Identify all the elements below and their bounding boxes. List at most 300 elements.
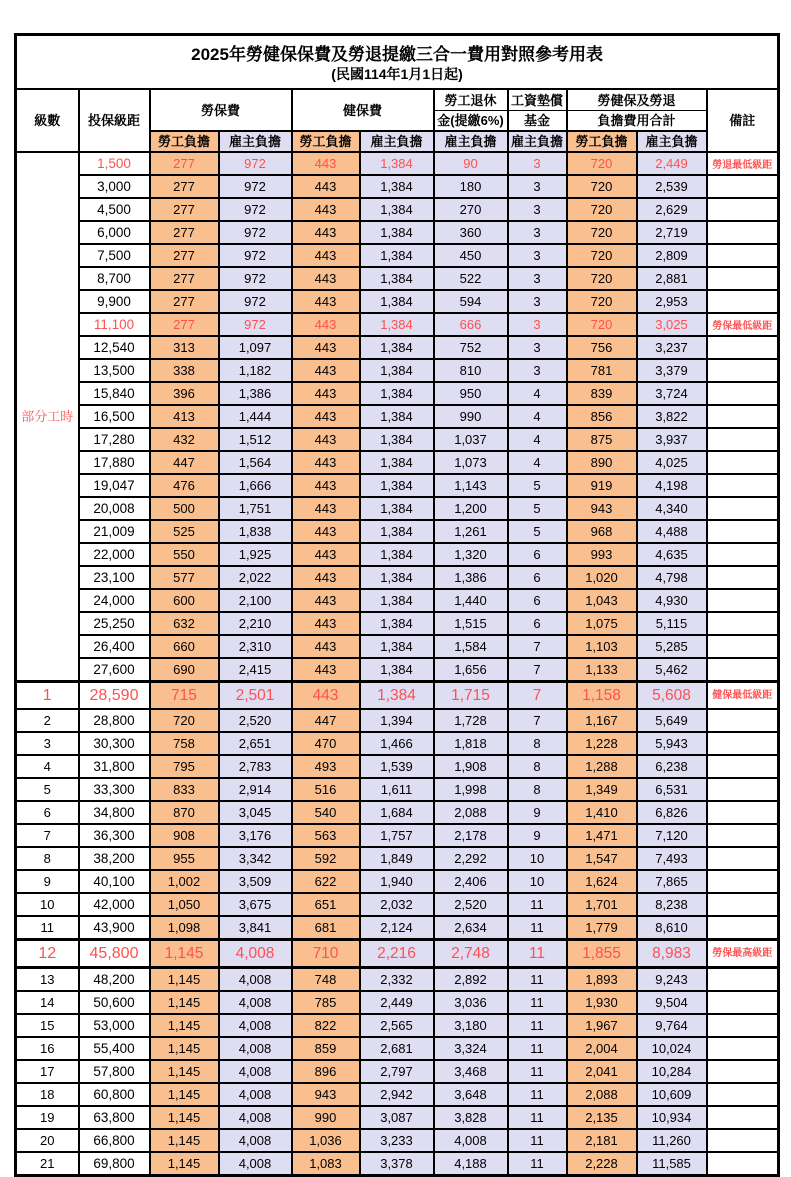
value-cell-health_employer: 1,384 [360,520,434,543]
value-cell-labor_employer: 4,008 [219,1106,292,1129]
value-cell-labor_employee: 577 [150,566,219,589]
value-cell-wage_fund_employer: 10 [508,847,567,870]
table-row [16,968,779,992]
bracket-cell: 17,280 [79,428,150,451]
table-row [16,940,779,968]
value-cell-labor_employee: 833 [150,778,219,801]
value-cell-labor_employee: 1,145 [150,991,219,1014]
remark-cell [707,755,779,778]
value-cell-health_employer: 1,384 [360,336,434,359]
value-cell-labor_employer: 1,512 [219,428,292,451]
value-cell-health_employer: 1,940 [360,870,434,893]
value-cell-health_employee: 443 [292,520,360,543]
value-cell-total_employer: 6,531 [637,778,707,801]
value-cell-total_employer: 3,724 [637,382,707,405]
header-total-line2: 負擔費用合計 [567,111,707,132]
table-row [16,451,779,474]
table-row [16,497,779,520]
value-cell-wage_fund_employer: 8 [508,778,567,801]
value-cell-labor_employee: 908 [150,824,219,847]
value-cell-health_employee: 443 [292,474,360,497]
value-cell-labor_employee: 715 [150,682,219,710]
value-cell-pension_employer: 3,648 [434,1083,508,1106]
bracket-cell: 27,600 [79,658,150,682]
value-cell-pension_employer: 1,320 [434,543,508,566]
value-cell-total_employer: 7,493 [637,847,707,870]
page-subtitle: (民國114年1月1日起) [331,66,463,83]
value-cell-total_employee: 720 [567,267,637,290]
value-cell-health_employer: 2,797 [360,1060,434,1083]
table-row [16,313,779,336]
value-cell-total_employer: 4,930 [637,589,707,612]
value-cell-wage_fund_employer: 5 [508,520,567,543]
value-cell-health_employee: 896 [292,1060,360,1083]
value-cell-wage_fund_employer: 3 [508,313,567,336]
value-cell-total_employer: 2,953 [637,290,707,313]
value-cell-health_employee: 443 [292,313,360,336]
remark-cell [707,589,779,612]
value-cell-health_employer: 1,384 [360,658,434,682]
table-row [16,893,779,916]
level-cell: 16 [16,1037,79,1060]
bracket-cell: 38,200 [79,847,150,870]
table-row [16,1037,779,1060]
value-cell-health_employer: 1,849 [360,847,434,870]
value-cell-health_employer: 1,384 [360,474,434,497]
bracket-cell: 33,300 [79,778,150,801]
remark-cell: 健保最低級距 [707,682,779,710]
bracket-cell: 36,300 [79,824,150,847]
value-cell-labor_employee: 758 [150,732,219,755]
value-cell-health_employer: 1,384 [360,635,434,658]
value-cell-labor_employee: 1,145 [150,1152,219,1176]
value-cell-wage_fund_employer: 9 [508,801,567,824]
bracket-cell: 53,000 [79,1014,150,1037]
value-cell-labor_employer: 972 [219,244,292,267]
value-cell-pension_employer: 360 [434,221,508,244]
table-row [16,175,779,198]
value-cell-total_employee: 1,779 [567,916,637,940]
level-cell: 8 [16,847,79,870]
table-row [16,824,779,847]
value-cell-total_employee: 919 [567,474,637,497]
remark-cell [707,267,779,290]
value-cell-labor_employer: 972 [219,267,292,290]
remark-cell [707,359,779,382]
value-cell-health_employee: 443 [292,428,360,451]
value-cell-total_employee: 2,041 [567,1060,637,1083]
value-cell-labor_employee: 870 [150,801,219,824]
remark-cell [707,612,779,635]
value-cell-pension_employer: 1,584 [434,635,508,658]
value-cell-pension_employer: 2,406 [434,870,508,893]
table-row [16,1129,779,1152]
value-cell-total_employee: 1,167 [567,709,637,732]
value-cell-health_employee: 681 [292,916,360,940]
value-cell-wage_fund_employer: 11 [508,1106,567,1129]
value-cell-health_employee: 443 [292,405,360,428]
value-cell-labor_employer: 1,386 [219,382,292,405]
table-row [16,543,779,566]
bracket-cell: 57,800 [79,1060,150,1083]
bracket-cell: 28,800 [79,709,150,732]
value-cell-health_employer: 1,539 [360,755,434,778]
remark-cell [707,566,779,589]
value-cell-pension_employer: 1,440 [434,589,508,612]
value-cell-total_employee: 1,967 [567,1014,637,1037]
value-cell-total_employee: 720 [567,244,637,267]
value-cell-wage_fund_employer: 3 [508,267,567,290]
remark-cell [707,451,779,474]
value-cell-health_employee: 540 [292,801,360,824]
header-wage-fund-line1: 工資墊償 [508,89,567,111]
value-cell-health_employer: 1,384 [360,359,434,382]
value-cell-labor_employer: 2,520 [219,709,292,732]
value-cell-labor_employer: 972 [219,152,292,175]
value-cell-pension_employer: 2,178 [434,824,508,847]
level-cell: 20 [16,1129,79,1152]
value-cell-total_employee: 1,020 [567,566,637,589]
subheader-health-employee: 勞工負擔 [292,131,360,152]
value-cell-total_employee: 2,088 [567,1083,637,1106]
value-cell-total_employer: 10,609 [637,1083,707,1106]
bracket-cell: 4,500 [79,198,150,221]
value-cell-labor_employee: 1,145 [150,1014,219,1037]
table-row [16,732,779,755]
value-cell-health_employee: 859 [292,1037,360,1060]
table-row [16,405,779,428]
level-cell: 12 [16,940,79,968]
value-cell-total_employer: 6,826 [637,801,707,824]
value-cell-labor_employee: 277 [150,175,219,198]
value-cell-wage_fund_employer: 3 [508,221,567,244]
value-cell-total_employee: 1,103 [567,635,637,658]
value-cell-wage_fund_employer: 11 [508,893,567,916]
value-cell-wage_fund_employer: 3 [508,152,567,175]
remark-cell [707,1152,779,1176]
header-remark: 備註 [707,89,779,152]
value-cell-labor_employer: 2,210 [219,612,292,635]
table-row [16,520,779,543]
bracket-cell: 43,900 [79,916,150,940]
value-cell-labor_employee: 277 [150,198,219,221]
title-block [16,35,779,90]
value-cell-health_employer: 1,684 [360,801,434,824]
value-cell-labor_employer: 4,008 [219,991,292,1014]
table-row [16,755,779,778]
value-cell-total_employee: 720 [567,198,637,221]
remark-cell [707,709,779,732]
value-cell-total_employer: 3,379 [637,359,707,382]
value-cell-pension_employer: 1,200 [434,497,508,520]
value-cell-total_employee: 720 [567,152,637,175]
table-row [16,635,779,658]
value-cell-total_employer: 9,243 [637,968,707,992]
remark-cell [707,1129,779,1152]
value-cell-health_employer: 2,942 [360,1083,434,1106]
value-cell-health_employer: 1,384 [360,405,434,428]
header-bracket: 投保級距 [79,89,150,152]
table-row [16,336,779,359]
value-cell-labor_employer: 1,666 [219,474,292,497]
table-row [16,1083,779,1106]
value-cell-total_employee: 756 [567,336,637,359]
value-cell-labor_employee: 600 [150,589,219,612]
value-cell-total_employee: 1,075 [567,612,637,635]
header-total-line1: 勞健保及勞退 [567,89,707,111]
value-cell-wage_fund_employer: 11 [508,1037,567,1060]
value-cell-pension_employer: 2,634 [434,916,508,940]
remark-cell [707,801,779,824]
remark-cell [707,428,779,451]
level-cell: 18 [16,1083,79,1106]
value-cell-total_employer: 3,237 [637,336,707,359]
value-cell-total_employer: 10,024 [637,1037,707,1060]
bracket-cell: 28,590 [79,682,150,710]
value-cell-total_employee: 890 [567,451,637,474]
value-cell-wage_fund_employer: 6 [508,612,567,635]
value-cell-health_employee: 822 [292,1014,360,1037]
value-cell-total_employee: 1,158 [567,682,637,710]
value-cell-pension_employer: 1,908 [434,755,508,778]
table-row [16,152,779,175]
value-cell-total_employee: 1,410 [567,801,637,824]
level-cell: 10 [16,893,79,916]
value-cell-health_employee: 563 [292,824,360,847]
table-row [16,709,779,732]
table-row [16,290,779,313]
bracket-cell: 9,900 [79,290,150,313]
remark-cell [707,870,779,893]
level-cell: 3 [16,732,79,755]
value-cell-health_employee: 443 [292,152,360,175]
value-cell-pension_employer: 2,520 [434,893,508,916]
remark-cell [707,1060,779,1083]
value-cell-wage_fund_employer: 3 [508,290,567,313]
bracket-cell: 7,500 [79,244,150,267]
table-row [16,589,779,612]
premium-table [14,33,780,1177]
remark-cell [707,497,779,520]
value-cell-labor_employee: 447 [150,451,219,474]
value-cell-health_employee: 622 [292,870,360,893]
remark-cell [707,1083,779,1106]
value-cell-wage_fund_employer: 6 [508,543,567,566]
value-cell-total_employee: 993 [567,543,637,566]
value-cell-labor_employer: 1,097 [219,336,292,359]
value-cell-labor_employer: 972 [219,175,292,198]
value-cell-total_employee: 2,228 [567,1152,637,1176]
value-cell-labor_employee: 1,145 [150,1106,219,1129]
value-cell-labor_employer: 4,008 [219,968,292,992]
remark-cell [707,474,779,497]
value-cell-labor_employer: 1,925 [219,543,292,566]
value-cell-total_employer: 3,025 [637,313,707,336]
value-cell-total_employee: 875 [567,428,637,451]
value-cell-labor_employer: 3,841 [219,916,292,940]
value-cell-labor_employer: 4,008 [219,1014,292,1037]
value-cell-total_employer: 2,719 [637,221,707,244]
subheader-pension-employer: 雇主負擔 [434,131,508,152]
value-cell-pension_employer: 990 [434,405,508,428]
remark-cell [707,520,779,543]
bracket-cell: 34,800 [79,801,150,824]
value-cell-health_employer: 1,384 [360,428,434,451]
header-health-insurance: 健保費 [292,89,434,131]
value-cell-total_employee: 943 [567,497,637,520]
level-cell: 19 [16,1106,79,1129]
remark-cell [707,916,779,940]
level-cell: 6 [16,801,79,824]
value-cell-labor_employee: 1,145 [150,940,219,968]
value-cell-total_employee: 2,135 [567,1106,637,1129]
bracket-cell: 60,800 [79,1083,150,1106]
remark-cell [707,290,779,313]
header-labor-insurance: 勞保費 [150,89,292,131]
value-cell-labor_employee: 525 [150,520,219,543]
remark-cell [707,1014,779,1037]
value-cell-pension_employer: 950 [434,382,508,405]
value-cell-health_employee: 443 [292,658,360,682]
table-row [16,658,779,682]
header-level: 級數 [16,89,79,152]
table-row [16,991,779,1014]
value-cell-total_employee: 856 [567,405,637,428]
value-cell-health_employer: 1,384 [360,612,434,635]
table-row [16,1152,779,1176]
value-cell-health_employee: 443 [292,290,360,313]
value-cell-pension_employer: 2,892 [434,968,508,992]
value-cell-health_employee: 443 [292,589,360,612]
bracket-cell: 15,840 [79,382,150,405]
value-cell-labor_employee: 277 [150,244,219,267]
table-row [16,428,779,451]
value-cell-health_employer: 3,233 [360,1129,434,1152]
value-cell-labor_employee: 660 [150,635,219,658]
part-time-cell: 部分工時 [16,152,79,682]
level-cell: 2 [16,709,79,732]
value-cell-total_employer: 8,983 [637,940,707,968]
table-row [16,359,779,382]
value-cell-wage_fund_employer: 3 [508,175,567,198]
value-cell-total_employer: 10,934 [637,1106,707,1129]
bracket-cell: 20,008 [79,497,150,520]
remark-cell [707,847,779,870]
value-cell-total_employer: 5,462 [637,658,707,682]
bracket-cell: 13,500 [79,359,150,382]
bracket-cell: 3,000 [79,175,150,198]
value-cell-pension_employer: 3,828 [434,1106,508,1129]
value-cell-health_employer: 1,384 [360,497,434,520]
value-cell-total_employer: 5,115 [637,612,707,635]
bracket-cell: 24,000 [79,589,150,612]
value-cell-labor_employee: 396 [150,382,219,405]
value-cell-total_employee: 2,181 [567,1129,637,1152]
value-cell-wage_fund_employer: 7 [508,709,567,732]
remark-cell [707,175,779,198]
value-cell-health_employer: 1,384 [360,589,434,612]
value-cell-labor_employee: 955 [150,847,219,870]
value-cell-health_employer: 1,757 [360,824,434,847]
value-cell-wage_fund_employer: 11 [508,916,567,940]
value-cell-health_employee: 443 [292,543,360,566]
bracket-cell: 12,540 [79,336,150,359]
table-row [16,244,779,267]
value-cell-total_employer: 9,504 [637,991,707,1014]
value-cell-total_employee: 968 [567,520,637,543]
value-cell-total_employee: 1,043 [567,589,637,612]
bracket-cell: 55,400 [79,1037,150,1060]
value-cell-labor_employer: 3,509 [219,870,292,893]
value-cell-pension_employer: 1,998 [434,778,508,801]
value-cell-total_employer: 8,238 [637,893,707,916]
value-cell-labor_employer: 1,444 [219,405,292,428]
value-cell-health_employee: 443 [292,682,360,710]
value-cell-pension_employer: 1,037 [434,428,508,451]
level-cell: 7 [16,824,79,847]
bracket-cell: 25,250 [79,612,150,635]
value-cell-health_employee: 443 [292,382,360,405]
value-cell-wage_fund_employer: 3 [508,198,567,221]
value-cell-health_employer: 3,378 [360,1152,434,1176]
value-cell-labor_employer: 4,008 [219,1129,292,1152]
value-cell-labor_employee: 1,145 [150,1083,219,1106]
level-cell: 4 [16,755,79,778]
value-cell-health_employee: 443 [292,497,360,520]
value-cell-health_employee: 443 [292,635,360,658]
value-cell-total_employer: 5,943 [637,732,707,755]
remark-cell [707,336,779,359]
value-cell-health_employer: 3,087 [360,1106,434,1129]
value-cell-total_employee: 1,855 [567,940,637,968]
value-cell-labor_employee: 277 [150,152,219,175]
remark-cell: 勞退最低級距 [707,152,779,175]
value-cell-labor_employee: 1,098 [150,916,219,940]
value-cell-wage_fund_employer: 5 [508,474,567,497]
bracket-cell: 21,009 [79,520,150,543]
value-cell-total_employee: 2,004 [567,1037,637,1060]
value-cell-labor_employee: 277 [150,290,219,313]
value-cell-health_employee: 1,036 [292,1129,360,1152]
bracket-cell: 16,500 [79,405,150,428]
value-cell-total_employer: 4,198 [637,474,707,497]
value-cell-health_employer: 1,611 [360,778,434,801]
value-cell-pension_employer: 3,036 [434,991,508,1014]
value-cell-wage_fund_employer: 11 [508,1014,567,1037]
table-row [16,778,779,801]
value-cell-total_employer: 4,488 [637,520,707,543]
value-cell-labor_employee: 277 [150,221,219,244]
value-cell-labor_employer: 4,008 [219,940,292,968]
value-cell-labor_employee: 338 [150,359,219,382]
remark-cell [707,824,779,847]
value-cell-labor_employee: 500 [150,497,219,520]
level-cell: 9 [16,870,79,893]
value-cell-labor_employer: 1,564 [219,451,292,474]
remark-cell [707,732,779,755]
value-cell-labor_employer: 4,008 [219,1037,292,1060]
value-cell-total_employer: 11,260 [637,1129,707,1152]
value-cell-total_employee: 781 [567,359,637,382]
bracket-cell: 8,700 [79,267,150,290]
value-cell-health_employer: 2,681 [360,1037,434,1060]
value-cell-labor_employee: 413 [150,405,219,428]
level-cell: 11 [16,916,79,940]
table-row [16,682,779,710]
value-cell-labor_employee: 1,145 [150,968,219,992]
value-cell-pension_employer: 3,180 [434,1014,508,1037]
value-cell-pension_employer: 2,292 [434,847,508,870]
